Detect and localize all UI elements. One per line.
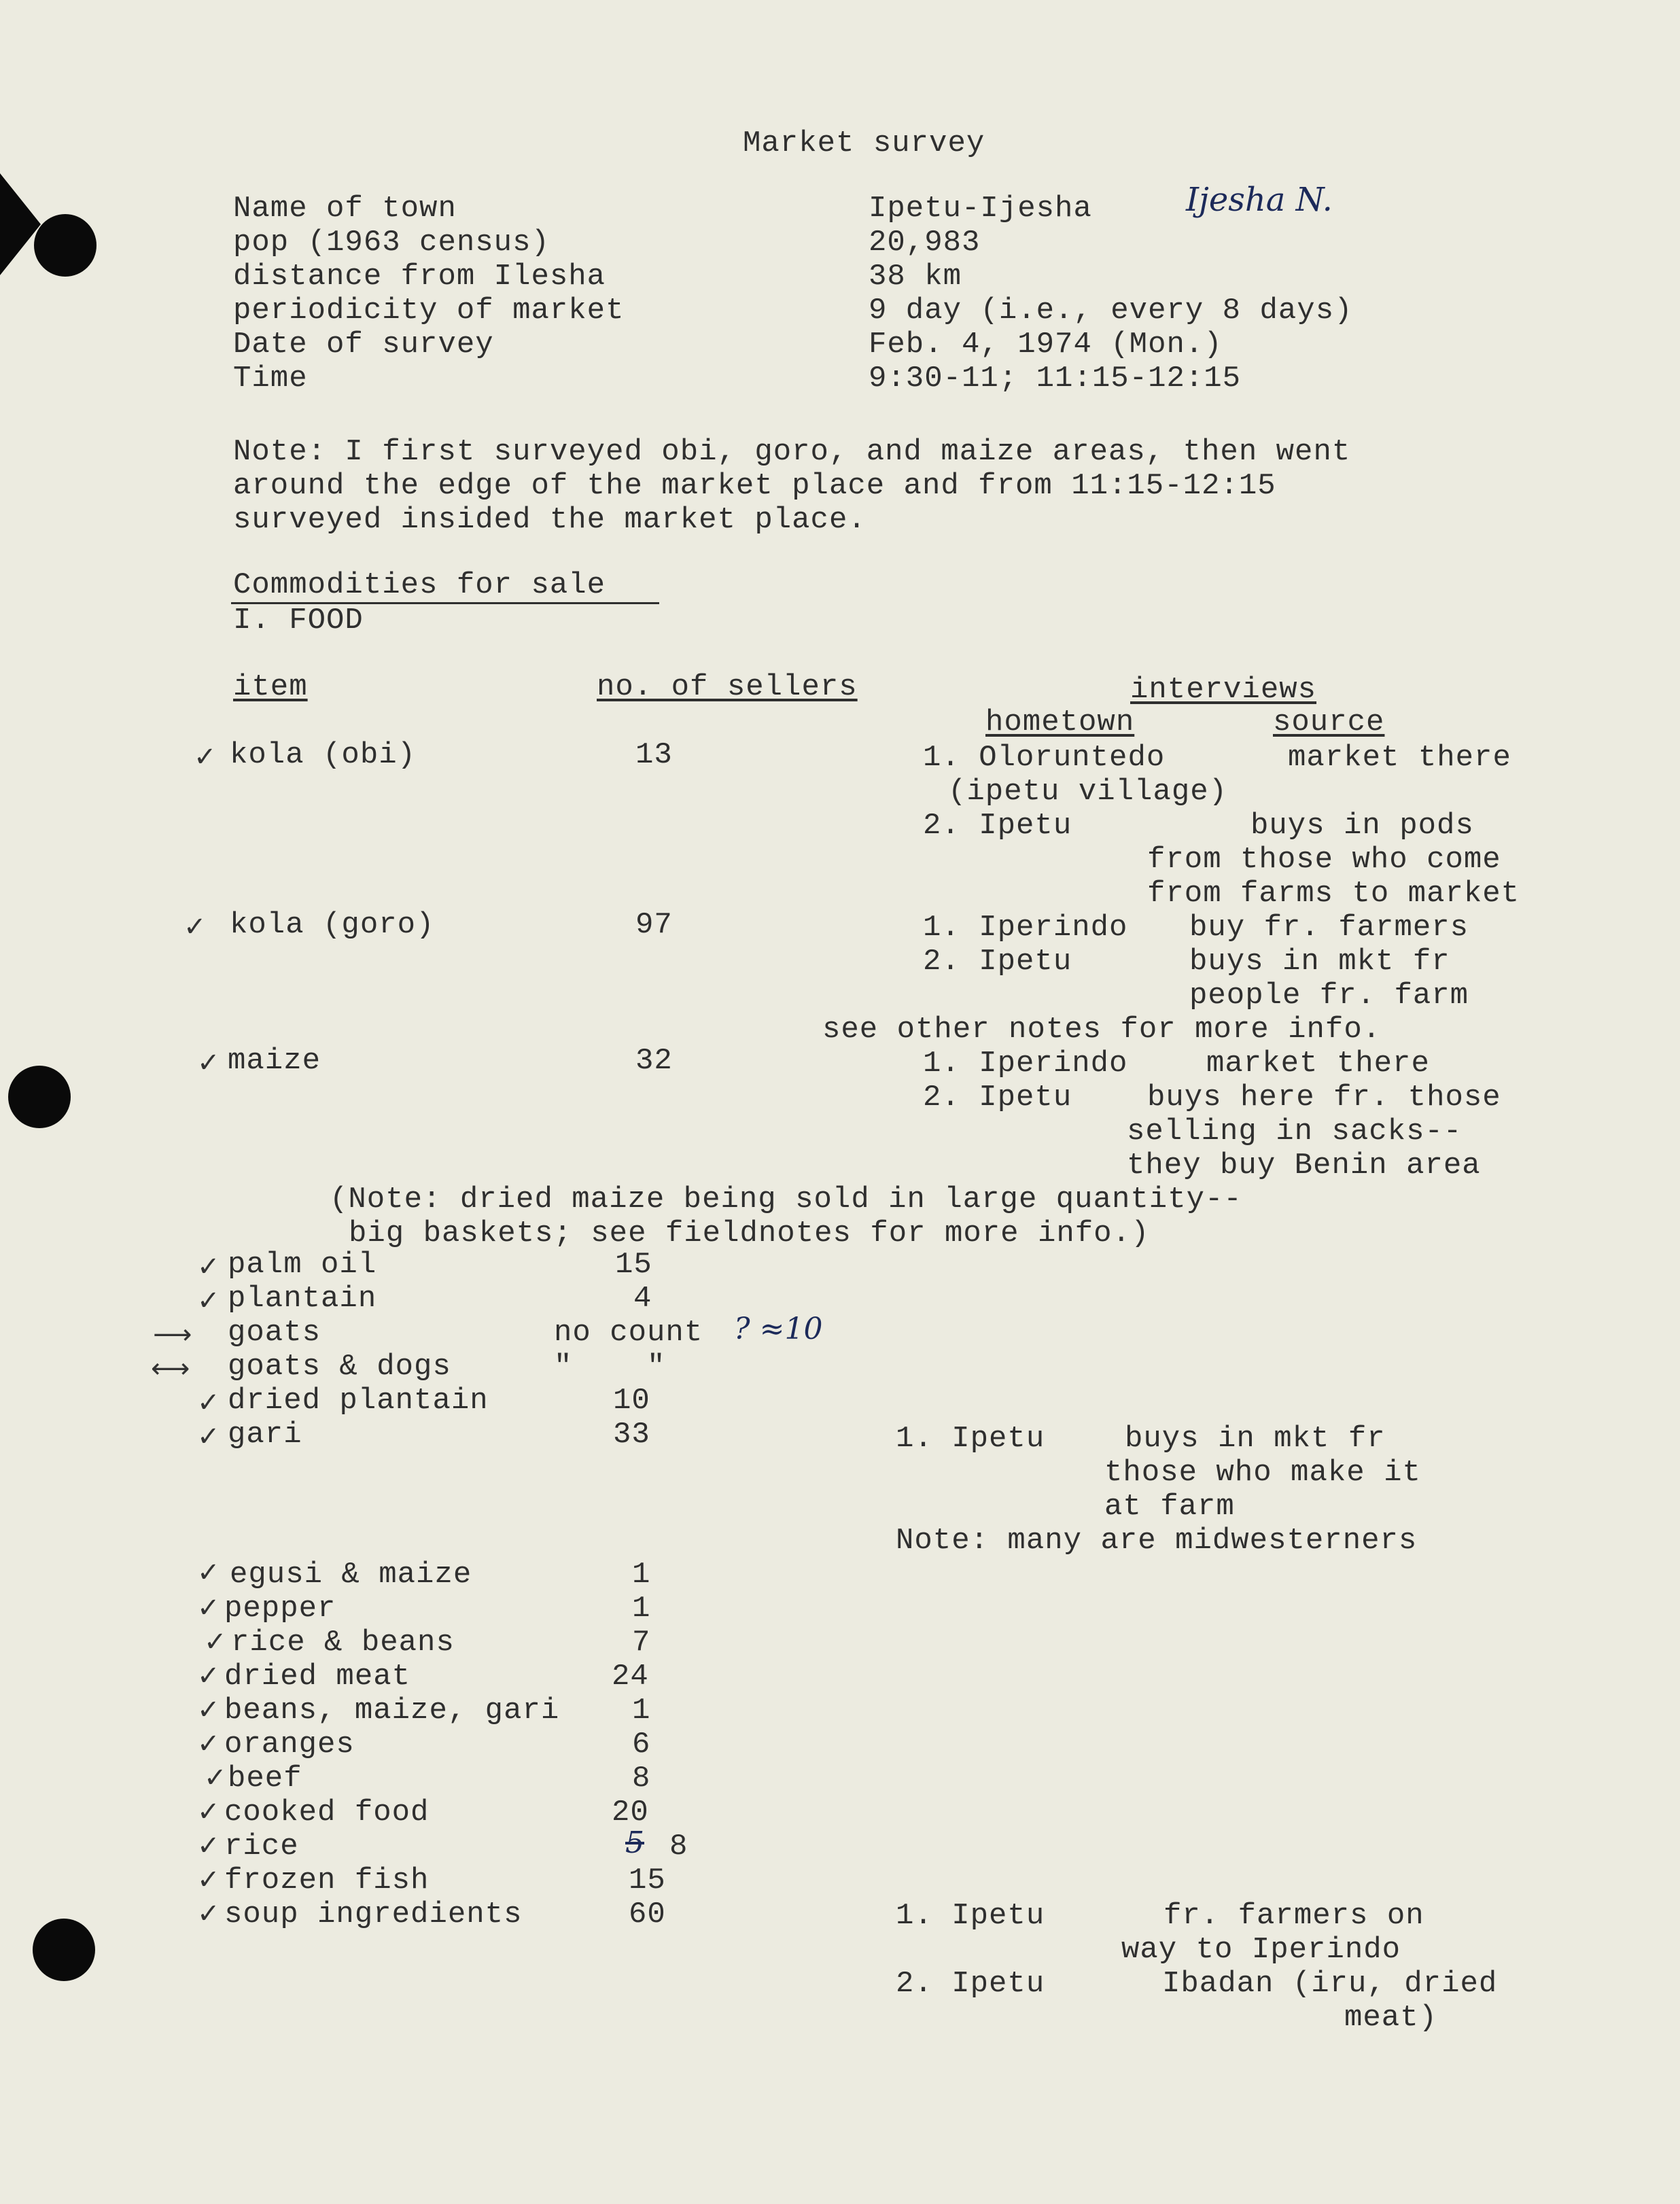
- check-mark-icon: ✓: [197, 1796, 220, 1827]
- check-mark-icon: ✓: [204, 1626, 227, 1658]
- sellers-goats-dogs: " ": [554, 1350, 666, 1384]
- item-gari: gari: [228, 1418, 302, 1452]
- item-kola-goro: kola (goro): [230, 908, 435, 942]
- column-header-source: source: [1273, 705, 1385, 739]
- interview-goro-see-notes: see other notes for more info.: [822, 1013, 1382, 1047]
- interview-soup-2: 2. Ipetu: [896, 1967, 1045, 2001]
- interview-soup-2-source-2: meat): [1344, 2001, 1438, 2035]
- section-heading: Commodities for sale: [233, 568, 606, 602]
- sellers-beef: 8: [632, 1762, 651, 1796]
- note-line-3: surveyed insided the market place.: [233, 503, 867, 537]
- interview-soup-2-source-1: Ibadan (iru, dried: [1162, 1967, 1498, 2001]
- interview-gari-1-source-2: those who make it: [1104, 1456, 1421, 1490]
- column-header-hometown: hometown: [985, 705, 1135, 739]
- header-value-distance: 38 km: [869, 260, 962, 294]
- interview-soup-1-source-1: fr. farmers on: [1163, 1899, 1424, 1933]
- check-mark-icon: ✓: [197, 1728, 220, 1760]
- interview-goro-2-source-2: people fr. farm: [1189, 979, 1469, 1013]
- item-dried-meat: dried meat: [224, 1660, 411, 1694]
- sellers-goats: no count: [554, 1316, 703, 1350]
- header-value-time: 9:30-11; 11:15-12:15: [869, 362, 1242, 396]
- item-plantain: plantain: [228, 1282, 377, 1316]
- sellers-frozen-fish: 15: [629, 1864, 666, 1897]
- handwritten-annotation: Ijesha N.: [1186, 181, 1333, 219]
- header-label-time: Time: [233, 362, 308, 396]
- interview-goro-2-source-1: buys in mkt fr: [1189, 945, 1450, 979]
- item-soup-ingredients: soup ingredients: [224, 1897, 523, 1931]
- sellers-rice-beans: 7: [632, 1626, 651, 1660]
- sellers-maize: 32: [635, 1044, 673, 1078]
- check-mark-icon: ✓: [197, 1830, 220, 1861]
- interview-obi-2-source-2: from those who come: [1147, 843, 1501, 877]
- check-mark-icon: ✓: [197, 1251, 220, 1282]
- check-mark-icon: ✓: [197, 1421, 220, 1452]
- header-value-pop: 20,983: [869, 226, 981, 260]
- punch-hole-middle: [8, 1066, 71, 1128]
- item-beans-maize-gari: beans, maize, gari: [224, 1694, 560, 1728]
- check-mark-icon: ✓: [183, 911, 207, 943]
- double-arrow-icon: ⟷: [151, 1353, 190, 1384]
- arrow-right-icon: ⟶: [153, 1319, 192, 1350]
- interview-gari-1-source-3: at farm: [1104, 1490, 1235, 1524]
- interview-maize-2: 2. Ipetu: [923, 1081, 1072, 1115]
- interview-maize-2-source-2: selling in sacks--: [1127, 1115, 1463, 1149]
- header-label-town: Name of town: [233, 192, 457, 226]
- check-mark-icon: ✓: [197, 1047, 220, 1079]
- interview-obi-1: 1. Oloruntedo: [923, 741, 1166, 775]
- sellers-cooked-food: 20: [612, 1796, 649, 1830]
- sellers-pepper: 1: [632, 1592, 651, 1626]
- interview-obi-2-source-3: from farms to market: [1147, 877, 1520, 911]
- header-value-date: Feb. 4, 1974 (Mon.): [869, 328, 1223, 362]
- item-maize: maize: [228, 1044, 321, 1078]
- interview-soup-1: 1. Ipetu: [896, 1899, 1045, 1933]
- gari-note: Note: many are midwesterners: [896, 1524, 1418, 1558]
- sellers-kola-goro: 97: [635, 908, 673, 942]
- column-header-sellers: no. of sellers: [597, 670, 858, 704]
- interview-obi-1-source: market there: [1288, 741, 1511, 775]
- sellers-dried-plantain: 10: [613, 1384, 650, 1418]
- interview-goro-1-source: buy fr. farmers: [1189, 911, 1469, 945]
- sellers-plantain: 4: [633, 1282, 652, 1316]
- header-value-periodicity: 9 day (i.e., every 8 days): [869, 294, 1353, 328]
- check-mark-icon: ✓: [197, 1864, 220, 1895]
- item-rice: rice: [224, 1830, 299, 1864]
- header-label-periodicity: periodicity of market: [233, 294, 625, 328]
- interview-goro-1: 1. Iperindo: [923, 911, 1128, 945]
- item-palm-oil: palm oil: [228, 1248, 377, 1282]
- item-frozen-fish: frozen fish: [224, 1864, 430, 1897]
- check-mark-icon: ✓: [204, 1762, 227, 1794]
- check-mark-icon: ✓: [197, 1285, 220, 1316]
- header-value-town: Ipetu-Ijesha: [869, 192, 1092, 226]
- header-label-distance: distance from Ilesha: [233, 260, 606, 294]
- note-line-1: Note: I first surveyed obi, goro, and maize areas, then went: [233, 435, 1351, 469]
- column-header-interviews: interviews: [1130, 673, 1317, 707]
- sellers-kola-obi: 13: [635, 738, 673, 772]
- interview-maize-1-source: market there: [1206, 1047, 1430, 1081]
- interview-gari-1-source-1: buys in mkt fr: [1125, 1422, 1386, 1456]
- interview-maize-2-source-3: they buy Benin area: [1127, 1149, 1481, 1183]
- interview-maize-1: 1. Iperindo: [923, 1047, 1128, 1081]
- item-beef: beef: [228, 1762, 302, 1796]
- sellers-oranges: 6: [632, 1728, 651, 1762]
- check-mark-icon: ✓: [197, 1898, 220, 1929]
- interview-obi-2-source-1: buys in pods: [1250, 809, 1474, 843]
- column-header-item: item: [233, 670, 308, 704]
- item-goats: goats: [228, 1316, 321, 1350]
- check-mark-icon: ✓: [194, 741, 217, 773]
- item-dried-plantain: dried plantain: [228, 1384, 489, 1418]
- section-subheading: I. FOOD: [233, 604, 364, 637]
- item-goats-dogs: goats & dogs: [228, 1350, 451, 1384]
- interview-goro-2: 2. Ipetu: [923, 945, 1072, 979]
- check-mark-icon: ✓: [197, 1592, 220, 1624]
- item-egusi-maize: egusi & maize: [230, 1558, 472, 1592]
- binder-notch: [0, 173, 41, 275]
- sellers-rice-corrected: 8: [669, 1830, 688, 1864]
- item-pepper: pepper: [224, 1592, 336, 1626]
- check-mark-icon: ✓: [197, 1387, 220, 1418]
- note-line-2: around the edge of the market place and from 11:15-12:15: [233, 469, 1276, 503]
- header-label-pop: pop (1963 census): [233, 226, 550, 260]
- check-mark-icon: ✓: [197, 1660, 220, 1692]
- sellers-beans-maize-gari: 1: [632, 1694, 651, 1728]
- sellers-soup-ingredients: 60: [629, 1897, 666, 1931]
- check-mark-icon: ✓: [197, 1557, 220, 1588]
- interview-obi-1-village: (ipetu village): [948, 775, 1228, 809]
- maize-note-line-2: big baskets; see fieldnotes for more info.): [349, 1217, 1150, 1250]
- goats-handwritten-estimate: ? ≈10: [734, 1312, 823, 1346]
- maize-note-line-1: (Note: dried maize being sold in large quantity--: [330, 1183, 1242, 1217]
- item-cooked-food: cooked food: [224, 1796, 430, 1830]
- item-oranges: oranges: [224, 1728, 355, 1762]
- item-rice-beans: rice & beans: [231, 1626, 455, 1660]
- sellers-egusi-maize: 1: [632, 1558, 651, 1592]
- punch-hole-top: [34, 214, 97, 277]
- sellers-rice-original: 5: [625, 1825, 644, 1860]
- sellers-gari: 33: [613, 1418, 650, 1452]
- punch-hole-bottom: [33, 1919, 95, 1981]
- item-kola-obi: kola (obi): [230, 738, 417, 772]
- interview-soup-1-source-2: way to Iperindo: [1121, 1933, 1401, 1967]
- header-label-date: Date of survey: [233, 328, 494, 362]
- page-title: Market survey: [743, 126, 985, 160]
- interview-obi-2: 2. Ipetu: [923, 809, 1072, 843]
- sellers-palm-oil: 15: [615, 1248, 652, 1282]
- interview-maize-2-source-1: buys here fr. those: [1147, 1081, 1501, 1115]
- check-mark-icon: ✓: [197, 1694, 220, 1726]
- interview-gari-1: 1. Ipetu: [896, 1422, 1045, 1456]
- sellers-dried-meat: 24: [612, 1660, 649, 1694]
